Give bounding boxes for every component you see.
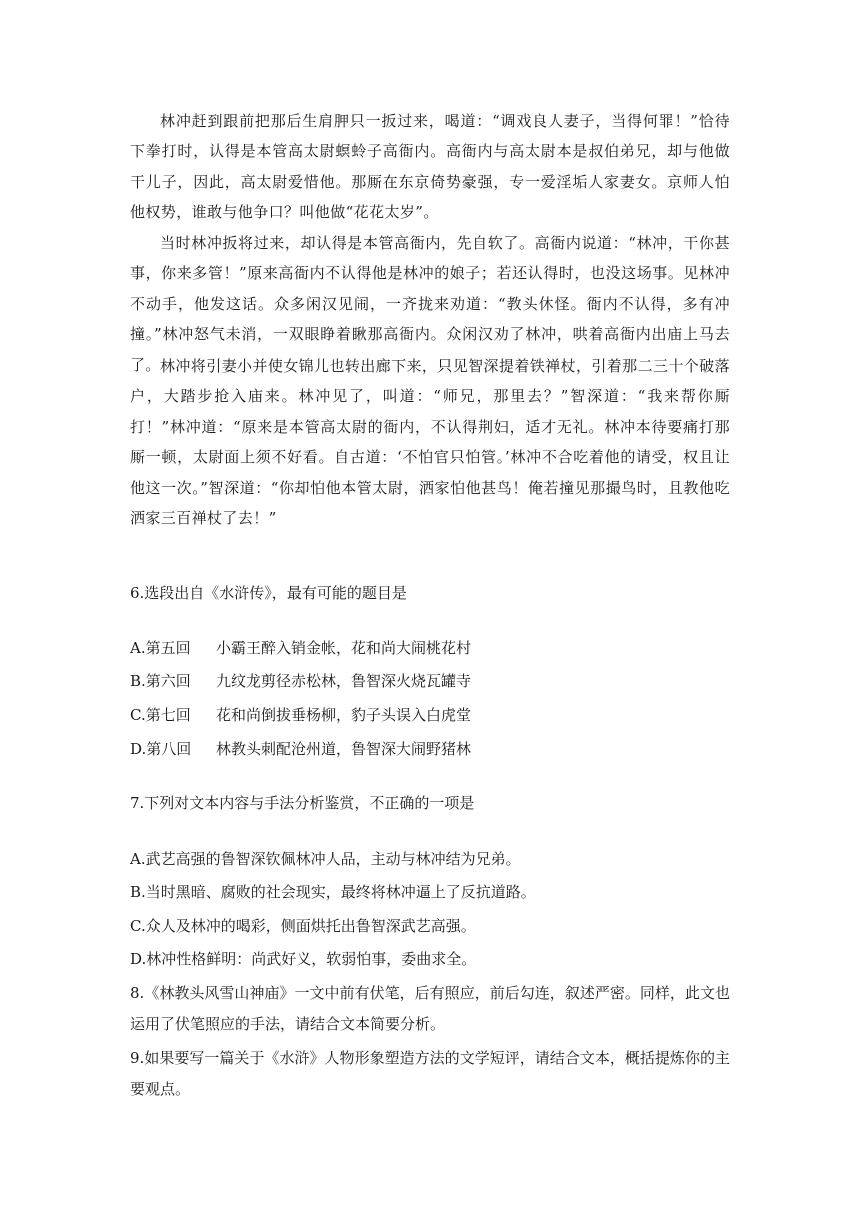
question-7-option-d: D.林冲性格鲜明：尚武好义，软弱怕事，委曲求全。 — [130, 950, 477, 968]
question-9: 9.如果要写一篇关于《水浒》人物形象塑造方法的文学短评，请结合文本，概括提炼你的主要观点。 — [130, 1049, 730, 1098]
question-8: 8.《林教头风雪山神庙》一文中前有伏笔，后有照应，前后勾连，叙述严密。同样，此文也运用了伏笔照应的手法，请结合文本简要分析。 — [130, 984, 730, 1033]
question-6-stem: 6.选段出自《水浒传》，最有可能的题目是 — [130, 584, 407, 602]
question-6-option-c: C.第七回 花和尚倒拔垂杨柳，豹子头误入白虎堂 — [130, 706, 472, 724]
question-6-option-b: B.第六回 九纹龙剪径赤松林，鲁智深火烧瓦罐寺 — [130, 672, 472, 690]
passage-paragraph-3: 林冲将引妻小并使女锦儿也转出廊下来，只见智深提着铁禅杖，引着那二三十个破落户，大踏步抢入庙来。林冲见了，叫道：“师兄，那里去？”智深道：“我来帮你厮打！”林冲道：“原来是本管高太尉的衙内，不认得荆妇，适才无礼。林冲本待要痛打那厮一顿，太尉面上须不好看。自古道：‘不怕官只怕管。’林冲不合吃着他的请受，权且让他这一次。”智深道：“你却怕他本管太尉，洒家怕他甚鸟！俺若撞见那撮鸟时，且教他吃洒家三百禅杖了去！” — [130, 357, 730, 528]
question-6-option-d: D.第八回 林教头刺配沧州道，鲁智深大闹野猪林 — [130, 740, 472, 758]
passage-paragraph-1: 林冲赶到跟前把那后生肩胛只一扳过来，喝道：“调戏良人妻子，当得何罪！”恰待下拳打时，认得是本管高太尉螟蛉子高衙内。高衙内与高太尉本是叔伯弟兄，却与他做干儿子，因此，高太尉爱惜他。那厮在东京倚势豪强，专一爱淫垢人家妻女。京师人怕他权势，谁敢与他争口？叫他做“花花太岁”。 — [130, 112, 730, 222]
question-7-option-c: C.众人及林冲的喝彩，侧面烘托出鲁智深武艺高强。 — [130, 917, 476, 935]
question-7-option-b: B.当时黑暗、腐败的社会现实，最终将林冲逼上了反抗道路。 — [130, 883, 536, 901]
question-6-option-a: A.第五回 小霸王醉入销金帐，花和尚大闹桃花村 — [130, 639, 472, 657]
question-7-stem: 7.下列对文本内容与手法分析鉴赏，不正确的一项是 — [130, 794, 475, 812]
passage-paragraph-2: 当时林冲扳将过来，却认得是本管高衙内，先自软了。高衙内说道：“林冲，干你甚事，你来多管！”原来高衙内不认得他是林冲的娘子；若还认得时，也没这场事。见林冲不动手，他发这话。众多闲汉见闹，一齐拢来劝道：“教头休怪。衙内不认得，多有冲撞。”林冲怒气未消，一双眼睁着瞅那高衙内。众闲汉劝了林冲，哄着高衙内出庙上马去了。 — [130, 234, 730, 374]
question-7-option-a: A.武艺高强的鲁智深钦佩林冲人品，主动与林冲结为兄弟。 — [130, 850, 521, 868]
